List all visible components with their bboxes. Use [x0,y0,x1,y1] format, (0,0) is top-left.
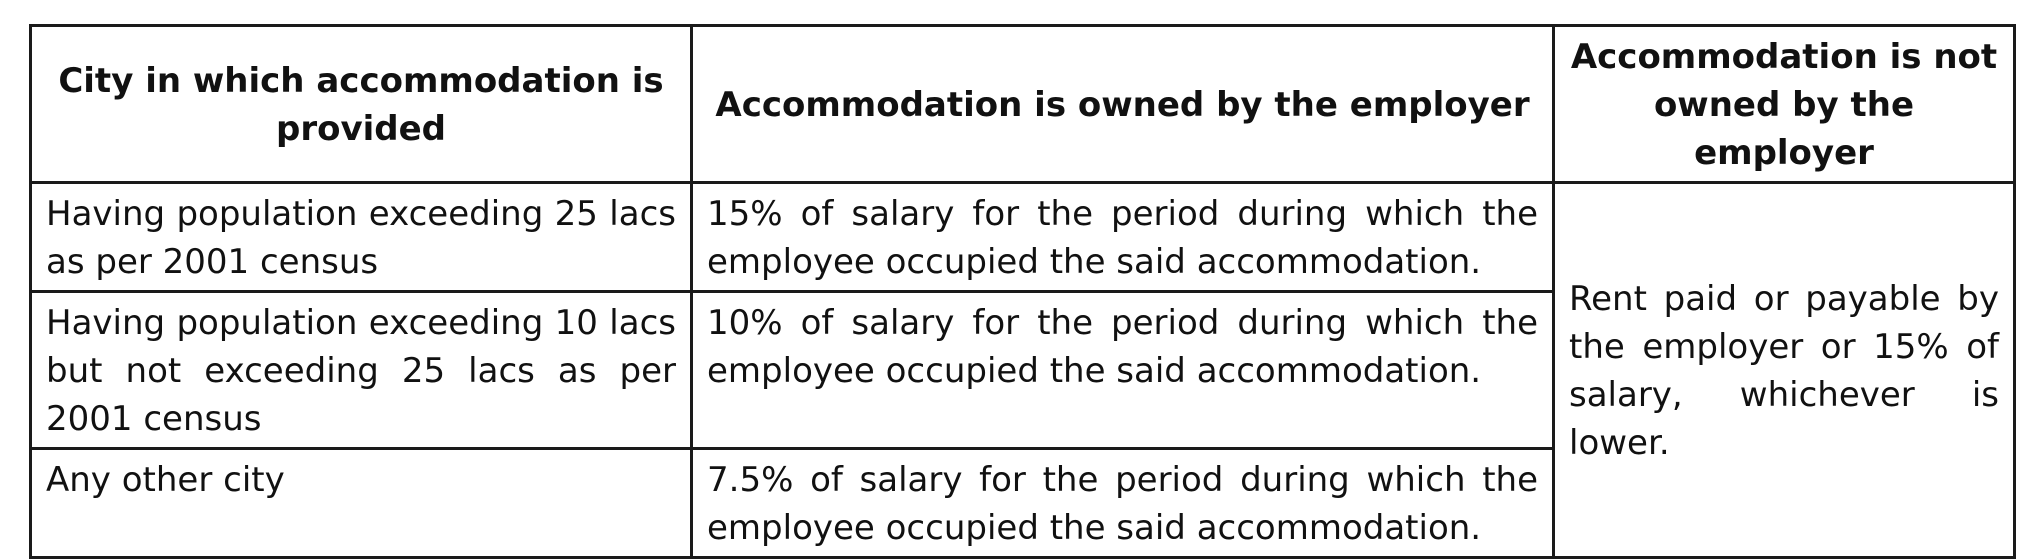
header-not-owned: Accommodation is not owned by the employer [1554,26,2015,183]
owned-cell: 7.5% of salary for the period during which the employee occupied the said accommodation. [692,449,1554,558]
owned-cell: 15% of salary for the period during which the employee occupied the said accommodation. [692,183,1554,292]
header-city: City in which accommodation is provided [31,26,692,183]
perquisite-valuation-table [29,24,2016,559]
not-owned-cell: Rent paid or payable by the employer or 15% of salary, whichever is lower. [1554,183,2015,558]
table-row [31,183,2015,292]
header-row [31,26,2015,183]
owned-cell: 10% of salary for the period during which the employee occupied the said accommodation. [692,292,1554,449]
city-cell: Any other city [31,449,692,558]
city-cell: Having population exceeding 10 lacs but not exceeding 25 lacs as per 2001 census [31,292,692,449]
header-owned: Accommodation is owned by the employer [692,26,1554,183]
city-cell: Having population exceeding 25 lacs as per 2001 census [31,183,692,292]
